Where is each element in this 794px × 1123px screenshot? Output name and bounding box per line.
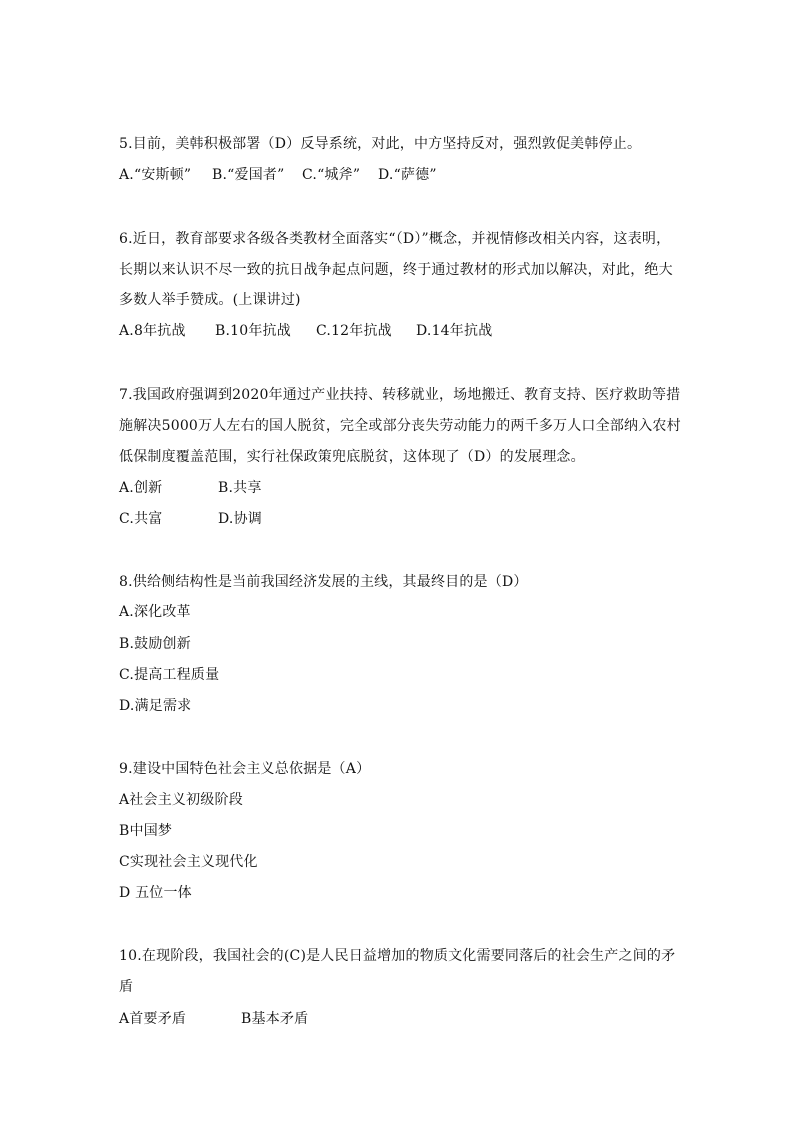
question-7-options-row-1 xyxy=(119,478,262,498)
question-6-text-line-1: 6.近日，教育部要求各级各类教材全面落实“（D）”概念，并视情修改相关内容，这表明， xyxy=(119,231,671,247)
question-8-option-c: C.提高工程质量 xyxy=(119,667,220,683)
question-6-text-line-2: 长期以来认识不尽一致的抗日战争起点问题，终于通过教材的形式加以解决，对此，绝大 xyxy=(119,262,673,278)
question-10-text-line-2: 盾 xyxy=(119,979,134,995)
question-7-option-a: A.创新 xyxy=(119,480,163,496)
question-7-text-line-3: 低保制度覆盖范围，实行社保政策兜底脱贫，这体现了（D）的发展理念。 xyxy=(119,449,585,465)
question-5-options xyxy=(119,165,437,185)
question-5-option-a: A.“安斯顿” xyxy=(119,167,192,183)
question-5-option-c: C.“城斧” xyxy=(302,167,361,183)
question-9-option-b: B中国梦 xyxy=(119,823,173,839)
question-7-option-b: B.共享 xyxy=(218,480,262,496)
question-8-text: 8.供给侧结构性是当前我国经济发展的主线，其最终目的是（D） xyxy=(119,574,528,590)
question-10-option-b: B基本矛盾 xyxy=(241,1011,309,1027)
question-7-text-line-2: 施解决5000万人左右的国人脱贫，完全或部分丧失劳动能力的两千多万人口全部纳入农村 xyxy=(119,418,681,434)
question-9-option-a: A社会主义初级阶段 xyxy=(119,792,243,808)
question-5-text: 5.目前，美韩积极部署（D）反导系统，对此，中方坚持反对，强烈敦促美韩停止。 xyxy=(119,136,642,152)
question-10-options xyxy=(119,1009,308,1029)
question-6-options xyxy=(119,321,492,341)
question-7-option-c: C.共富 xyxy=(119,511,163,527)
question-7-text-line-1: 7.我国政府强调到2020年通过产业扶持、转移就业，场地搬迁、教育支持、医疗救助等措 xyxy=(119,387,681,403)
question-6-option-d: D.14年抗战 xyxy=(416,323,493,339)
question-5-option-b: B.“爱国者” xyxy=(212,167,285,183)
question-8-option-d: D.满足需求 xyxy=(119,698,192,714)
question-9-text: 9.建设中国特色社会主义总依据是（A） xyxy=(119,761,371,777)
question-10-text-line-1: 10.在现阶段，我国社会的(C)是人民日益增加的物质文化需要同落后的社会生产之间的矛 xyxy=(119,948,676,964)
question-6-option-b: B.10年抗战 xyxy=(215,323,291,339)
question-6-option-a: A.8年抗战 xyxy=(119,323,186,339)
question-9-option-c: C实现社会主义现代化 xyxy=(119,854,258,870)
question-8-option-a: A.深化改革 xyxy=(119,604,191,620)
question-7-options-row-2 xyxy=(119,509,262,529)
question-7-option-d: D.协调 xyxy=(218,511,262,527)
question-5-option-d: D.“萨德” xyxy=(378,167,437,183)
question-6-text-line-3: 多数人举手赞成。(上课讲过) xyxy=(119,292,301,308)
question-8-option-b: B.鼓励创新 xyxy=(119,636,191,652)
question-6-option-c: C.12年抗战 xyxy=(316,323,392,339)
question-10-option-a: A首要矛盾 xyxy=(119,1011,187,1027)
question-9-option-d: D 五位一体 xyxy=(119,885,192,901)
